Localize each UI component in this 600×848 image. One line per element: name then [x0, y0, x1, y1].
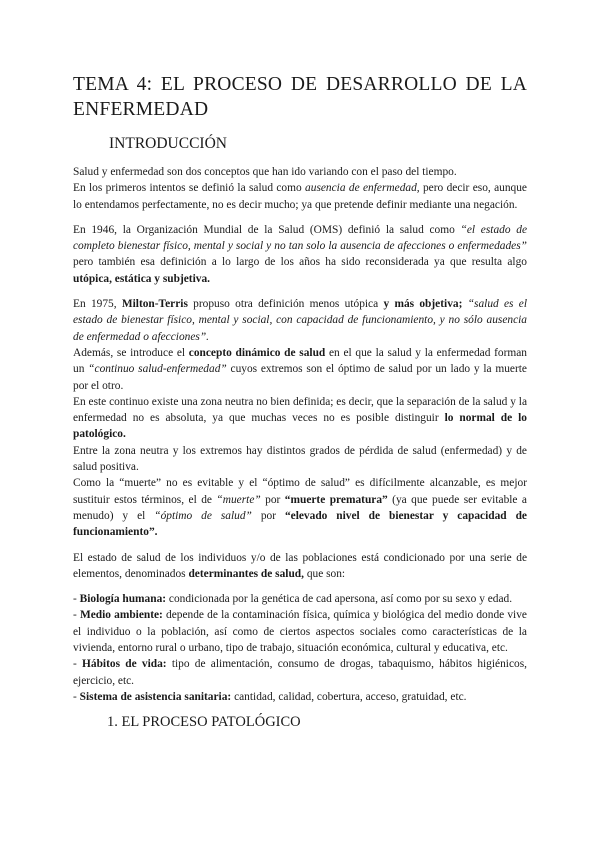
section-heading: 1. EL PROCESO PATOLÓGICO — [107, 714, 301, 731]
determinant-item: - Hábitos de vida: tipo de alimentación, consumo de drogas, tabaquismo, hábitos higiénicos, ejercicio, etc. — [73, 658, 527, 687]
document-page — [73, 72, 527, 731]
determinant-item: - Sistema de asistencia sanitaria: cantidad, calidad, cobertura, acceso, gratuidad, etc. — [73, 690, 467, 703]
intro-heading: INTRODUCCIÓN — [109, 135, 227, 152]
paragraph-5: Además, se introduce el concepto dinámico de salud en el que la salud y la enfermedad forman un “continuo salud-enfermedad” cuyos extremos son el óptimo de salud por un lado y la muerte por el otro. — [73, 346, 527, 392]
paragraph-1: Salud y enfermedad son dos conceptos que han ido variando con el paso del tiempo. — [73, 166, 457, 178]
paragraph-2: En los primeros intentos se definió la salud como ausencia de enfermedad, pero decir eso, aunque lo entendamos perfectamente, no es decir mucho; ya que pretende definir mediante una negación. — [73, 182, 527, 211]
paragraph-6: En este continuo existe una zona neutra no bien definida; es decir, que la separación de la salud y la enfermedad no es absoluta, ya que muchas veces no es posible distinguir lo normal de lo patológico. — [73, 395, 527, 441]
paragraph-3: En 1946, la Organización Mundial de la Salud (OMS) definió la salud como “el estado de completo bienestar físico, mental y social y no tan solo la ausencia de afecciones o enfermedades” pero también esa definición a lo largo de los años ha sido reconsiderada ya que resulta algo utópica, estática y subjetiva. — [73, 223, 527, 285]
paragraph-4: En 1975, Milton-Terris propuso otra definición menos utópica y más objetiva; “salud es el estado de bienestar físico, mental y social, con capacidad de funcionamiento, y no sólo ausencia de enfermedad o afecciones”. — [73, 298, 527, 343]
paragraph-9: El estado de salud de los individuos y/o de las poblaciones está condicionado por una serie de elementos, denominados determinantes de salud, que son: — [73, 551, 527, 580]
paragraph-8: Como la “muerte” no es evitable y el “óptimo de salud” es difícilmente alcanzable, es mejor sustituir estos términos, el de “muerte” por “muerte prematura” (ya que puede ser evitable a menudo) y el “óptimo de salud” por “elevado nivel de bienestar y capacidad de funcionamiento”. — [73, 477, 527, 539]
paragraph-7: Entre la zona neutra y los extremos hay distintos grados de pérdida de salud (enfermedad) y de salud positiva. — [73, 444, 527, 474]
determinant-item: - Biología humana: condicionada por la genética de cad apersona, así como por su sexo y edad. — [73, 593, 513, 606]
document-title: TEMA 4: EL PROCESO DE DESARROLLO DE LA ENFERMEDAD — [73, 74, 527, 120]
determinant-item: - Medio ambiente: depende de la contaminación física, química y biológica del medio donde vive el individuo o la población, así como de ciertos aspectos sociales como características de la vivienda, entorno rural o urbano, tipo de trabajo, situación económica, cultural y educativa, etc. — [73, 609, 527, 655]
